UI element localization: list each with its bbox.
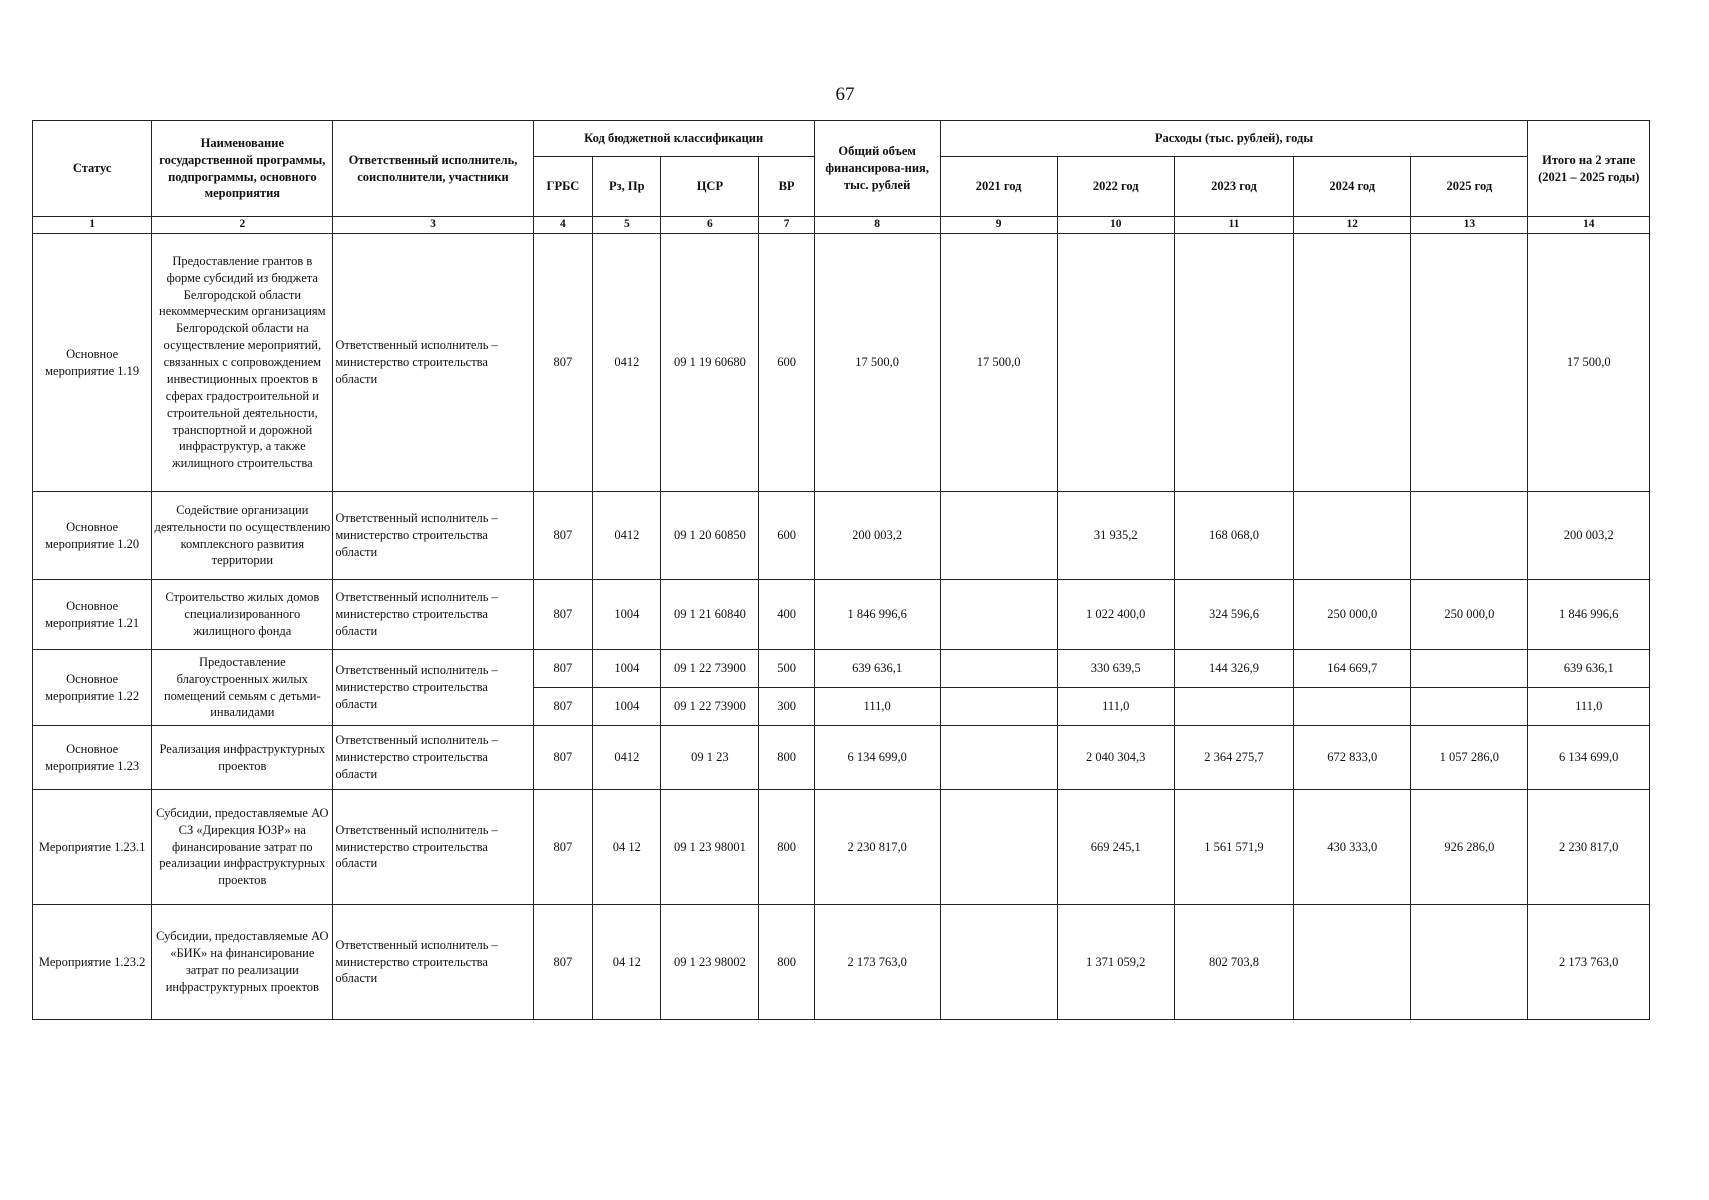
- grbs-cell: 807: [533, 905, 593, 1020]
- executor-cell: Ответственный исполнитель – министерство строительства области: [333, 905, 533, 1020]
- vr-cell: 800: [759, 790, 814, 905]
- vr-cell: 600: [759, 492, 814, 580]
- status-cell: Основное мероприятие 1.22: [33, 650, 152, 726]
- year-2024-cell: [1294, 234, 1411, 492]
- executor-cell: Ответственный исполнитель – министерство строительства области: [333, 492, 533, 580]
- total-cell: 111,0: [814, 688, 940, 726]
- column-number: 6: [661, 217, 759, 234]
- vr-cell: 600: [759, 234, 814, 492]
- status-cell: Мероприятие 1.23.1: [33, 790, 152, 905]
- header-rzpr: Рз, Пр: [593, 157, 661, 217]
- header-vr: ВР: [759, 157, 814, 217]
- table-row: [33, 650, 1650, 688]
- year-2025-cell: [1411, 492, 1528, 580]
- column-number: 3: [333, 217, 533, 234]
- csr-cell: 09 1 23 98002: [661, 905, 759, 1020]
- name-cell: Реализация инфраструктурных проектов: [152, 726, 333, 790]
- column-number: 14: [1528, 217, 1650, 234]
- header-2024: 2024 год: [1294, 157, 1411, 217]
- itogo-cell: 1 846 996,6: [1528, 580, 1650, 650]
- itogo-cell: 639 636,1: [1528, 650, 1650, 688]
- year-2025-cell: [1411, 650, 1528, 688]
- total-cell: 1 846 996,6: [814, 580, 940, 650]
- year-2024-cell: 250 000,0: [1294, 580, 1411, 650]
- table-body: [33, 234, 1650, 1020]
- column-number: 5: [593, 217, 661, 234]
- year-2021-cell: [940, 688, 1057, 726]
- year-2022-cell: 669 245,1: [1057, 790, 1174, 905]
- year-2023-cell: 802 703,8: [1174, 905, 1293, 1020]
- executor-cell: Ответственный исполнитель – министерство строительства области: [333, 650, 533, 726]
- year-2022-cell: 31 935,2: [1057, 492, 1174, 580]
- rzpr-cell: 1004: [593, 688, 661, 726]
- grbs-cell: 807: [533, 492, 593, 580]
- csr-cell: 09 1 23 98001: [661, 790, 759, 905]
- budget-table-container: [32, 120, 1650, 1020]
- vr-cell: 300: [759, 688, 814, 726]
- year-2023-cell: 144 326,9: [1174, 650, 1293, 688]
- year-2023-cell: 168 068,0: [1174, 492, 1293, 580]
- column-number: 10: [1057, 217, 1174, 234]
- year-2021-cell: [940, 905, 1057, 1020]
- executor-cell: Ответственный исполнитель – министерство строительства области: [333, 790, 533, 905]
- csr-cell: 09 1 23: [661, 726, 759, 790]
- total-cell: 2 173 763,0: [814, 905, 940, 1020]
- vr-cell: 500: [759, 650, 814, 688]
- year-2021-cell: 17 500,0: [940, 234, 1057, 492]
- column-number: 11: [1174, 217, 1293, 234]
- header-budget-code: Код бюджетной классификации: [533, 121, 814, 157]
- itogo-cell: 2 230 817,0: [1528, 790, 1650, 905]
- rzpr-cell: 1004: [593, 580, 661, 650]
- total-cell: 200 003,2: [814, 492, 940, 580]
- table-row: [33, 234, 1650, 492]
- csr-cell: 09 1 19 60680: [661, 234, 759, 492]
- status-cell: Основное мероприятие 1.21: [33, 580, 152, 650]
- rzpr-cell: 0412: [593, 726, 661, 790]
- year-2024-cell: [1294, 492, 1411, 580]
- year-2022-cell: 111,0: [1057, 688, 1174, 726]
- itogo-cell: 17 500,0: [1528, 234, 1650, 492]
- year-2025-cell: 250 000,0: [1411, 580, 1528, 650]
- year-2024-cell: [1294, 688, 1411, 726]
- year-2022-cell: 1 371 059,2: [1057, 905, 1174, 1020]
- year-2023-cell: 1 561 571,9: [1174, 790, 1293, 905]
- year-2025-cell: 1 057 286,0: [1411, 726, 1528, 790]
- year-2024-cell: 672 833,0: [1294, 726, 1411, 790]
- grbs-cell: 807: [533, 688, 593, 726]
- status-cell: Основное мероприятие 1.23: [33, 726, 152, 790]
- rzpr-cell: 0412: [593, 492, 661, 580]
- grbs-cell: 807: [533, 650, 593, 688]
- year-2021-cell: [940, 790, 1057, 905]
- year-2024-cell: 430 333,0: [1294, 790, 1411, 905]
- itogo-cell: 111,0: [1528, 688, 1650, 726]
- executor-cell: Ответственный исполнитель – министерство строительства области: [333, 234, 533, 492]
- column-number: 4: [533, 217, 593, 234]
- year-2025-cell: [1411, 688, 1528, 726]
- year-2021-cell: [940, 492, 1057, 580]
- header-executor: Ответственный исполнитель, соисполнители, участники: [333, 121, 533, 217]
- year-2021-cell: [940, 726, 1057, 790]
- header-itogo: Итого на 2 этапе (2021 – 2025 годы): [1528, 121, 1650, 217]
- name-cell: Субсидии, предоставляемые АО «БИК» на финансирование затрат по реализации инфраструктурных проектов: [152, 905, 333, 1020]
- header-grbs: ГРБС: [533, 157, 593, 217]
- table-row: [33, 726, 1650, 790]
- status-cell: Мероприятие 1.23.2: [33, 905, 152, 1020]
- table-row: [33, 492, 1650, 580]
- table-row: [33, 905, 1650, 1020]
- header-2025: 2025 год: [1411, 157, 1528, 217]
- page-number: 67: [835, 84, 855, 105]
- vr-cell: 800: [759, 726, 814, 790]
- year-2021-cell: [940, 650, 1057, 688]
- year-2025-cell: 926 286,0: [1411, 790, 1528, 905]
- header-status: Статус: [33, 121, 152, 217]
- name-cell: Субсидии, предоставляемые АО СЗ «Дирекция ЮЗР» на финансирование затрат по реализации инфраструктурных проектов: [152, 790, 333, 905]
- table-header: [33, 121, 1650, 234]
- name-cell: Предоставление благоустроенных жилых помещений семьям с детьми-инвалидами: [152, 650, 333, 726]
- csr-cell: 09 1 20 60850: [661, 492, 759, 580]
- rzpr-cell: 04 12: [593, 790, 661, 905]
- header-2021: 2021 год: [940, 157, 1057, 217]
- grbs-cell: 807: [533, 790, 593, 905]
- year-2025-cell: [1411, 234, 1528, 492]
- header-2023: 2023 год: [1174, 157, 1293, 217]
- total-cell: 639 636,1: [814, 650, 940, 688]
- itogo-cell: 6 134 699,0: [1528, 726, 1650, 790]
- csr-cell: 09 1 22 73900: [661, 650, 759, 688]
- column-number: 9: [940, 217, 1057, 234]
- header-total-volume: Общий объем финансирова-ния, тыс. рублей: [814, 121, 940, 217]
- year-2024-cell: [1294, 905, 1411, 1020]
- column-number: 13: [1411, 217, 1528, 234]
- header-expenses: Расходы (тыс. рублей), годы: [940, 121, 1528, 157]
- column-number-row: [33, 217, 1650, 234]
- column-number: 1: [33, 217, 152, 234]
- grbs-cell: 807: [533, 234, 593, 492]
- total-cell: 17 500,0: [814, 234, 940, 492]
- vr-cell: 400: [759, 580, 814, 650]
- total-cell: 2 230 817,0: [814, 790, 940, 905]
- year-2023-cell: 2 364 275,7: [1174, 726, 1293, 790]
- status-cell: Основное мероприятие 1.20: [33, 492, 152, 580]
- year-2024-cell: 164 669,7: [1294, 650, 1411, 688]
- header-csr: ЦСР: [661, 157, 759, 217]
- executor-cell: Ответственный исполнитель – министерство строительства области: [333, 726, 533, 790]
- vr-cell: 800: [759, 905, 814, 1020]
- year-2021-cell: [940, 580, 1057, 650]
- year-2025-cell: [1411, 905, 1528, 1020]
- year-2022-cell: 330 639,5: [1057, 650, 1174, 688]
- name-cell: Содействие организации деятельности по осуществлению комплексного развития территории: [152, 492, 333, 580]
- year-2023-cell: [1174, 234, 1293, 492]
- name-cell: Предоставление грантов в форме субсидий из бюджета Белгородской области некоммерческим организациям Белгородской области на осуществление мероприятий, связанных с сопровождением инвестиционных проектов в сферах градостроительной и строительной деятельности, транспортной и дорожной инфраструктур, а также жилищного строительства: [152, 234, 333, 492]
- table-row: [33, 580, 1650, 650]
- rzpr-cell: 1004: [593, 650, 661, 688]
- rzpr-cell: 0412: [593, 234, 661, 492]
- header-name: Наименование государственной программы, подпрограммы, основного мероприятия: [152, 121, 333, 217]
- table-row: [33, 790, 1650, 905]
- year-2023-cell: 324 596,6: [1174, 580, 1293, 650]
- column-number: 2: [152, 217, 333, 234]
- total-cell: 6 134 699,0: [814, 726, 940, 790]
- column-number: 12: [1294, 217, 1411, 234]
- year-2022-cell: [1057, 234, 1174, 492]
- itogo-cell: 2 173 763,0: [1528, 905, 1650, 1020]
- year-2022-cell: 1 022 400,0: [1057, 580, 1174, 650]
- executor-cell: Ответственный исполнитель – министерство строительства области: [333, 580, 533, 650]
- rzpr-cell: 04 12: [593, 905, 661, 1020]
- column-number: 8: [814, 217, 940, 234]
- name-cell: Строительство жилых домов специализированного жилищного фонда: [152, 580, 333, 650]
- header-2022: 2022 год: [1057, 157, 1174, 217]
- csr-cell: 09 1 21 60840: [661, 580, 759, 650]
- grbs-cell: 807: [533, 726, 593, 790]
- year-2022-cell: 2 040 304,3: [1057, 726, 1174, 790]
- year-2023-cell: [1174, 688, 1293, 726]
- csr-cell: 09 1 22 73900: [661, 688, 759, 726]
- itogo-cell: 200 003,2: [1528, 492, 1650, 580]
- column-number: 7: [759, 217, 814, 234]
- grbs-cell: 807: [533, 580, 593, 650]
- status-cell: Основное мероприятие 1.19: [33, 234, 152, 492]
- budget-table: [32, 120, 1650, 1020]
